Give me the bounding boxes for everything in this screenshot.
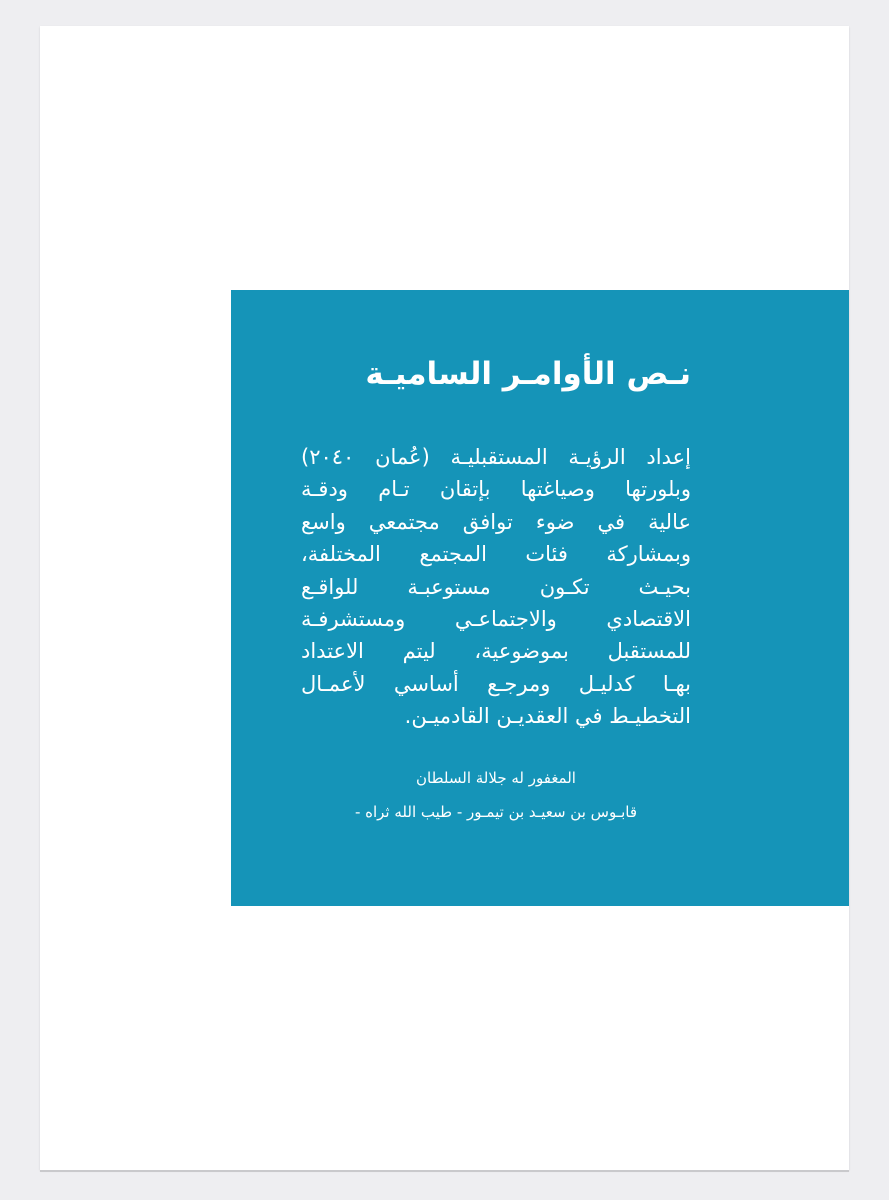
panel-title: نـص الأوامـر الساميـة <box>365 356 691 392</box>
signature-title: المغفور له جلالة السلطان <box>416 768 576 787</box>
signature-name: قابـوس بن سعيـد بن تيمـور - طيب الله ثراه - <box>354 802 638 821</box>
signature-block <box>301 761 691 829</box>
directive-line: بهـا كدليـل ومرجـع أساسي لأعمـال <box>301 671 691 696</box>
directive-text <box>301 441 691 733</box>
directive-line: عالية في ضوء توافق مجتمعي واسع <box>301 509 691 534</box>
directive-line: الاقتصادي والاجتماعـي ومستشرفـة <box>301 607 691 632</box>
directive-line: إعداد الرؤيـة المستقبليـة (عُمان ٢٠٤٠) <box>301 445 691 469</box>
directive-line: وبلورتها وصياغتها بإتقان تـام ودقـة <box>301 477 691 502</box>
royal-directives-panel <box>231 290 849 906</box>
directive-line: بحيـث تكـون مستوعبـة للواقـع <box>301 574 691 599</box>
page-edge <box>40 1170 849 1172</box>
directive-line: للمستقبل بموضوعية، ليتم الاعتداد <box>301 639 691 664</box>
directive-line: التخطيـط في العقديـن القادميـن. <box>404 704 691 729</box>
directive-line: وبمشاركة فئات المجتمع المختلفة، <box>301 542 691 567</box>
